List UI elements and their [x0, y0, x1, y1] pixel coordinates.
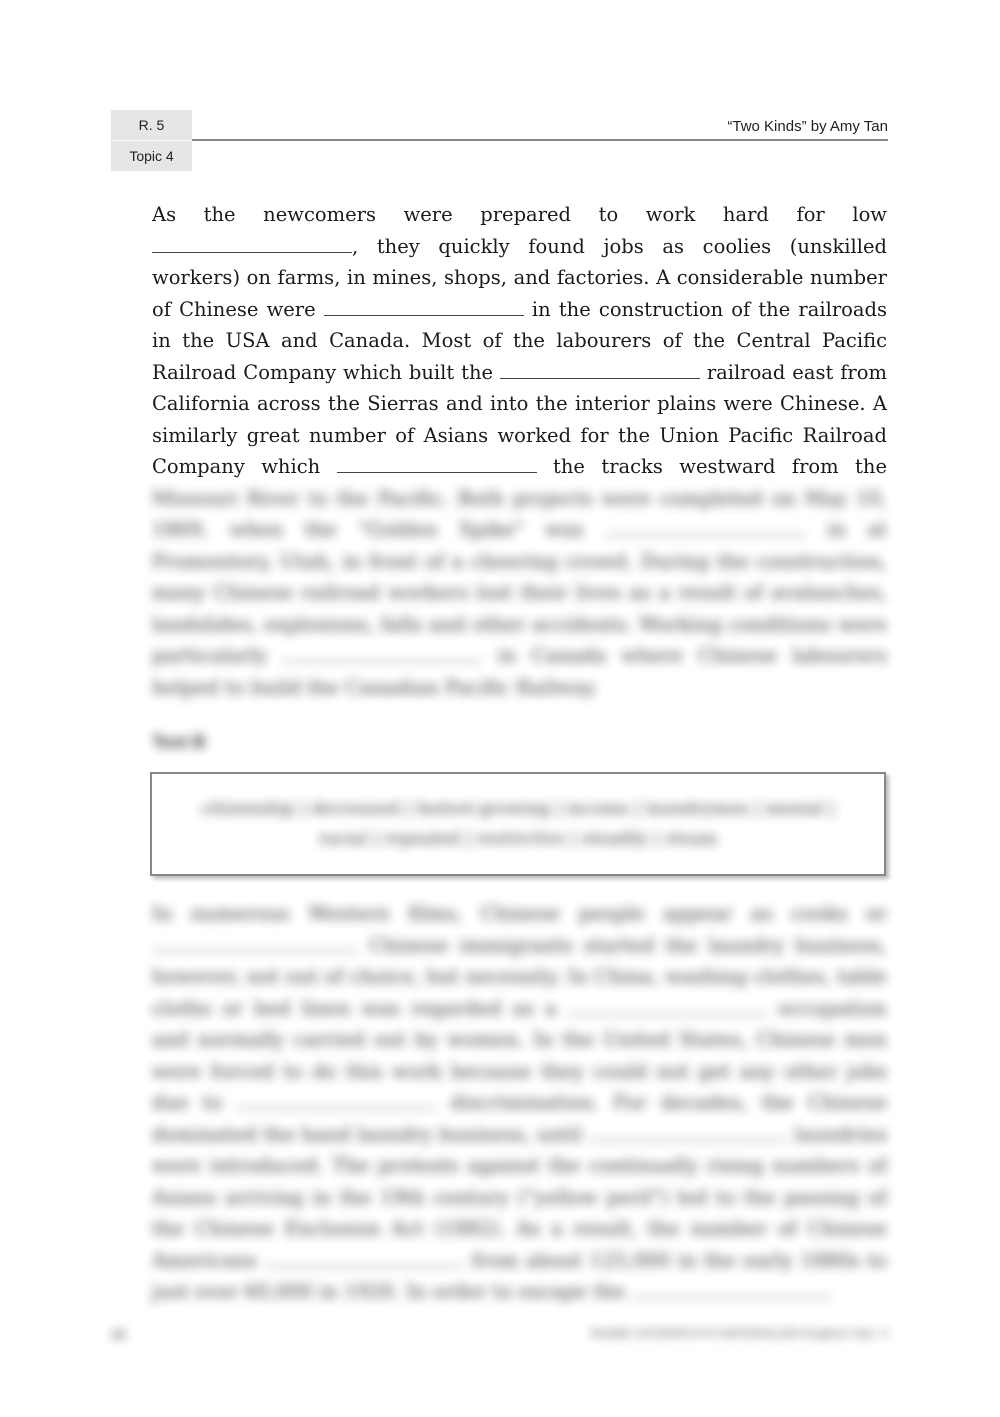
gap-blank[interactable]	[236, 1088, 436, 1109]
footer-credit: RAABE UNTERRICHTS-MATERIALIEN Englisch Sek. II	[590, 1328, 888, 1340]
blurred-text: Missouri River to the Pacific. Both projects were completed on May 10, 1869, when the "Golden Spike" was in at Promontory, Utah, in front of a cheering crowd. During the construction, many Chinese railroad workers lost their lives as a result of avalanches, landslides, explosions, falls and other accidents. Working conditions were particularly in Canada where Chinese labourers helped to build the Canadian Pacific Railway.	[152, 486, 888, 699]
gap-blank[interactable]	[500, 358, 700, 379]
gap-blank[interactable]	[324, 295, 524, 316]
gap-blank[interactable]	[631, 1277, 831, 1298]
gap-blank[interactable]	[567, 994, 767, 1015]
text-b-heading: Text B	[152, 732, 206, 752]
header-rule	[192, 139, 888, 141]
section-tag: R. 5	[111, 110, 192, 140]
gap-blank[interactable]	[605, 515, 805, 536]
gap-blank[interactable]	[337, 452, 537, 473]
gap-blank[interactable]	[152, 232, 352, 253]
word-box-list: citizenship | decreased | fastest-growing | income | laundrymen | menial | racial | repealed | restrictive | steadily | steam	[201, 799, 835, 849]
gap-blank[interactable]	[264, 1246, 464, 1267]
gap-blank[interactable]	[152, 931, 352, 952]
gap-blank[interactable]	[282, 641, 482, 662]
document-title: “Two Kinds” by Amy Tan	[727, 118, 888, 135]
topic-tag: Topic 4	[111, 141, 192, 171]
page-number: 38	[111, 1327, 126, 1342]
gap-blank[interactable]	[588, 1120, 788, 1141]
text-b-paragraph: In numerous Western films, Chinese people appear as cooks or . Chinese immigrants started the laundry business, however, not out of choice, but necessity. In China, washing clothes, table cloths or bed linen was regarded as a occupation and normally carried out by women. In the United States, Chinese men were forced to do this work because they could not get any other jobs due to discrimination. For decades, the Chinese dominated the hand laundry business, until laundries were introduced. The protests against the continually rising numbers of Asians arriving in the 19th century ("yellow peril") led to the passing of the Chinese Exclusion Act (1882). As a result, the number of Chinese Americans from about 125,000 in the early 1880s to just over 60,000 in 1920. In order to escape the	[152, 902, 887, 1303]
text-a-paragraph: As the newcomers were prepared to work hard for low , they quickly found jobs as coolies (unskilled workers) on farms, in mines, shops, and factories. A considerable number of Chinese were in the construction of the railroads in the USA and Canada. Most of the labourers of the Central Pacific Railroad Company which built the railroad east from California across the Sierras and into the interior plains were Chinese. A similarly great number of Asians worked for the Union Pacific Railroad Company which the tracks westward from the Missouri River to the Pacific. Both projects were completed on May 10, 1869, when the "Golden Spike" was in at Promontory, Utah, in front of a cheering crowd. During the construction, many Chinese railroad workers lost their lives as a result of avalanches, landslides, explosions, falls and other accidents. Working conditions were particularly in Canada where Chinese labourers helped to build the Canadian Pacific Railway.	[152, 203, 888, 699]
word-box	[150, 772, 886, 876]
